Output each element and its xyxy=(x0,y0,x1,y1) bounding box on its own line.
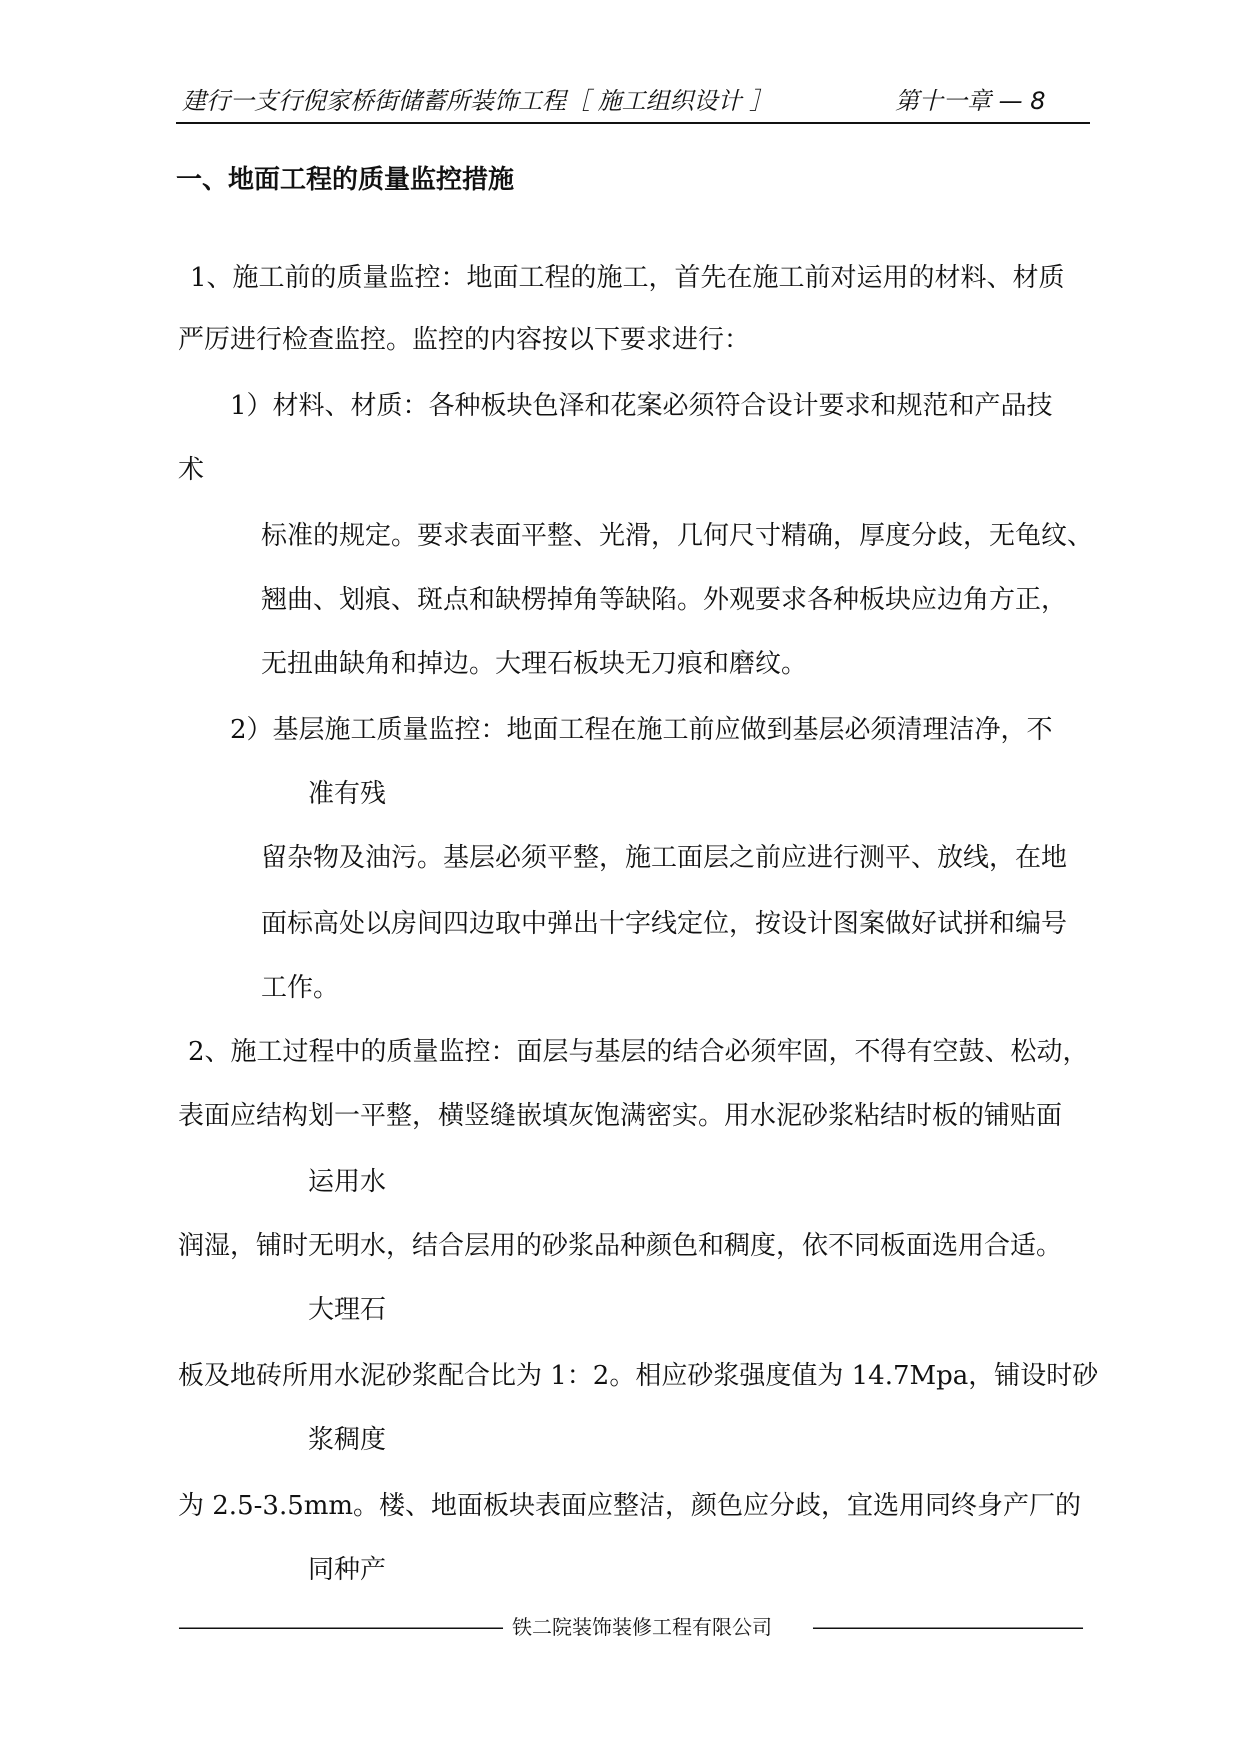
paragraph-line: 大理石 xyxy=(308,1295,387,1325)
paragraph-line: 1）材料、材质：各种板块色泽和花案必须符合设计要求和规范和产品技 xyxy=(230,391,1053,421)
paragraph-line: 留杂物及油污。基层必须平整，施工面层之前应进行测平、放线，在地 xyxy=(261,843,1068,873)
footer-company: 铁二院装饰装修工程有限公司 xyxy=(512,1615,772,1639)
paragraph-line: 严厉进行检查监控。监控的内容按以下要求进行： xyxy=(178,325,751,355)
paragraph-line: 2）基层施工质量监控：地面工程在施工前应做到基层必须清理洁净，不 xyxy=(230,715,1053,745)
section-heading: 一、地面工程的质量监控措施 xyxy=(176,165,515,195)
paragraph-line: 无扭曲缺角和掉边。大理石板块无刀痕和磨纹。 xyxy=(261,649,808,679)
paragraph-line: 2、施工过程中的质量监控：面层与基层的结合必须牢固，不得有空鼓、松动， xyxy=(188,1037,1089,1067)
paragraph-line: 翘曲、划痕、斑点和缺楞掉角等缺陷。外观要求各种板块应边角方正， xyxy=(261,585,1068,615)
paragraph-line: 运用水 xyxy=(308,1167,387,1197)
paragraph-line: 润湿，铺时无明水，结合层用的砂浆品种颜色和稠度，依不同板面选用合适。 xyxy=(178,1231,1063,1261)
footer-right-rule: ——————————————— xyxy=(812,1615,1082,1639)
paragraph-line: 浆稠度 xyxy=(308,1425,387,1455)
paragraph-line: 为 2.5-3.5mm。楼、地面板块表面应整洁，颜色应分歧，宜选用同终身产厂的 xyxy=(178,1491,1082,1521)
paragraph-line: 1、施工前的质量监控：地面工程的施工，首先在施工前对运用的材料、材质 xyxy=(190,263,1065,293)
paragraph-line: 标准的规定。要求表面平整、光滑，几何尺寸精确，厚度分歧，无龟纹、 xyxy=(261,521,1094,551)
header-chapter-page: 第十一章 — 8 xyxy=(895,87,1046,115)
paragraph-line: 工作。 xyxy=(261,973,340,1003)
paragraph-line: 同种产 xyxy=(308,1555,387,1585)
paragraph-line: 准有残 xyxy=(308,779,387,809)
page-header xyxy=(182,86,1090,122)
footer-left-rule: —————————————————— xyxy=(178,1615,502,1639)
header-title: 建行一支行倪家桥街储蓄所装饰工程［ 施工组织设计 ］ xyxy=(182,87,774,115)
header-rule xyxy=(176,122,1090,124)
paragraph-line: 面标高处以房间四边取中弹出十字线定位，按设计图案做好试拼和编号 xyxy=(261,909,1068,939)
paragraph-line: 术 xyxy=(178,455,205,485)
paragraph-line: 表面应结构划一平整，横竖缝嵌填灰饱满密实。用水泥砂浆粘结时板的铺贴面 xyxy=(178,1101,1063,1131)
paragraph-line: 板及地砖所用水泥砂浆配合比为 1：2。相应砂浆强度值为 14.7Mpa，铺设时砂 xyxy=(178,1361,1099,1391)
